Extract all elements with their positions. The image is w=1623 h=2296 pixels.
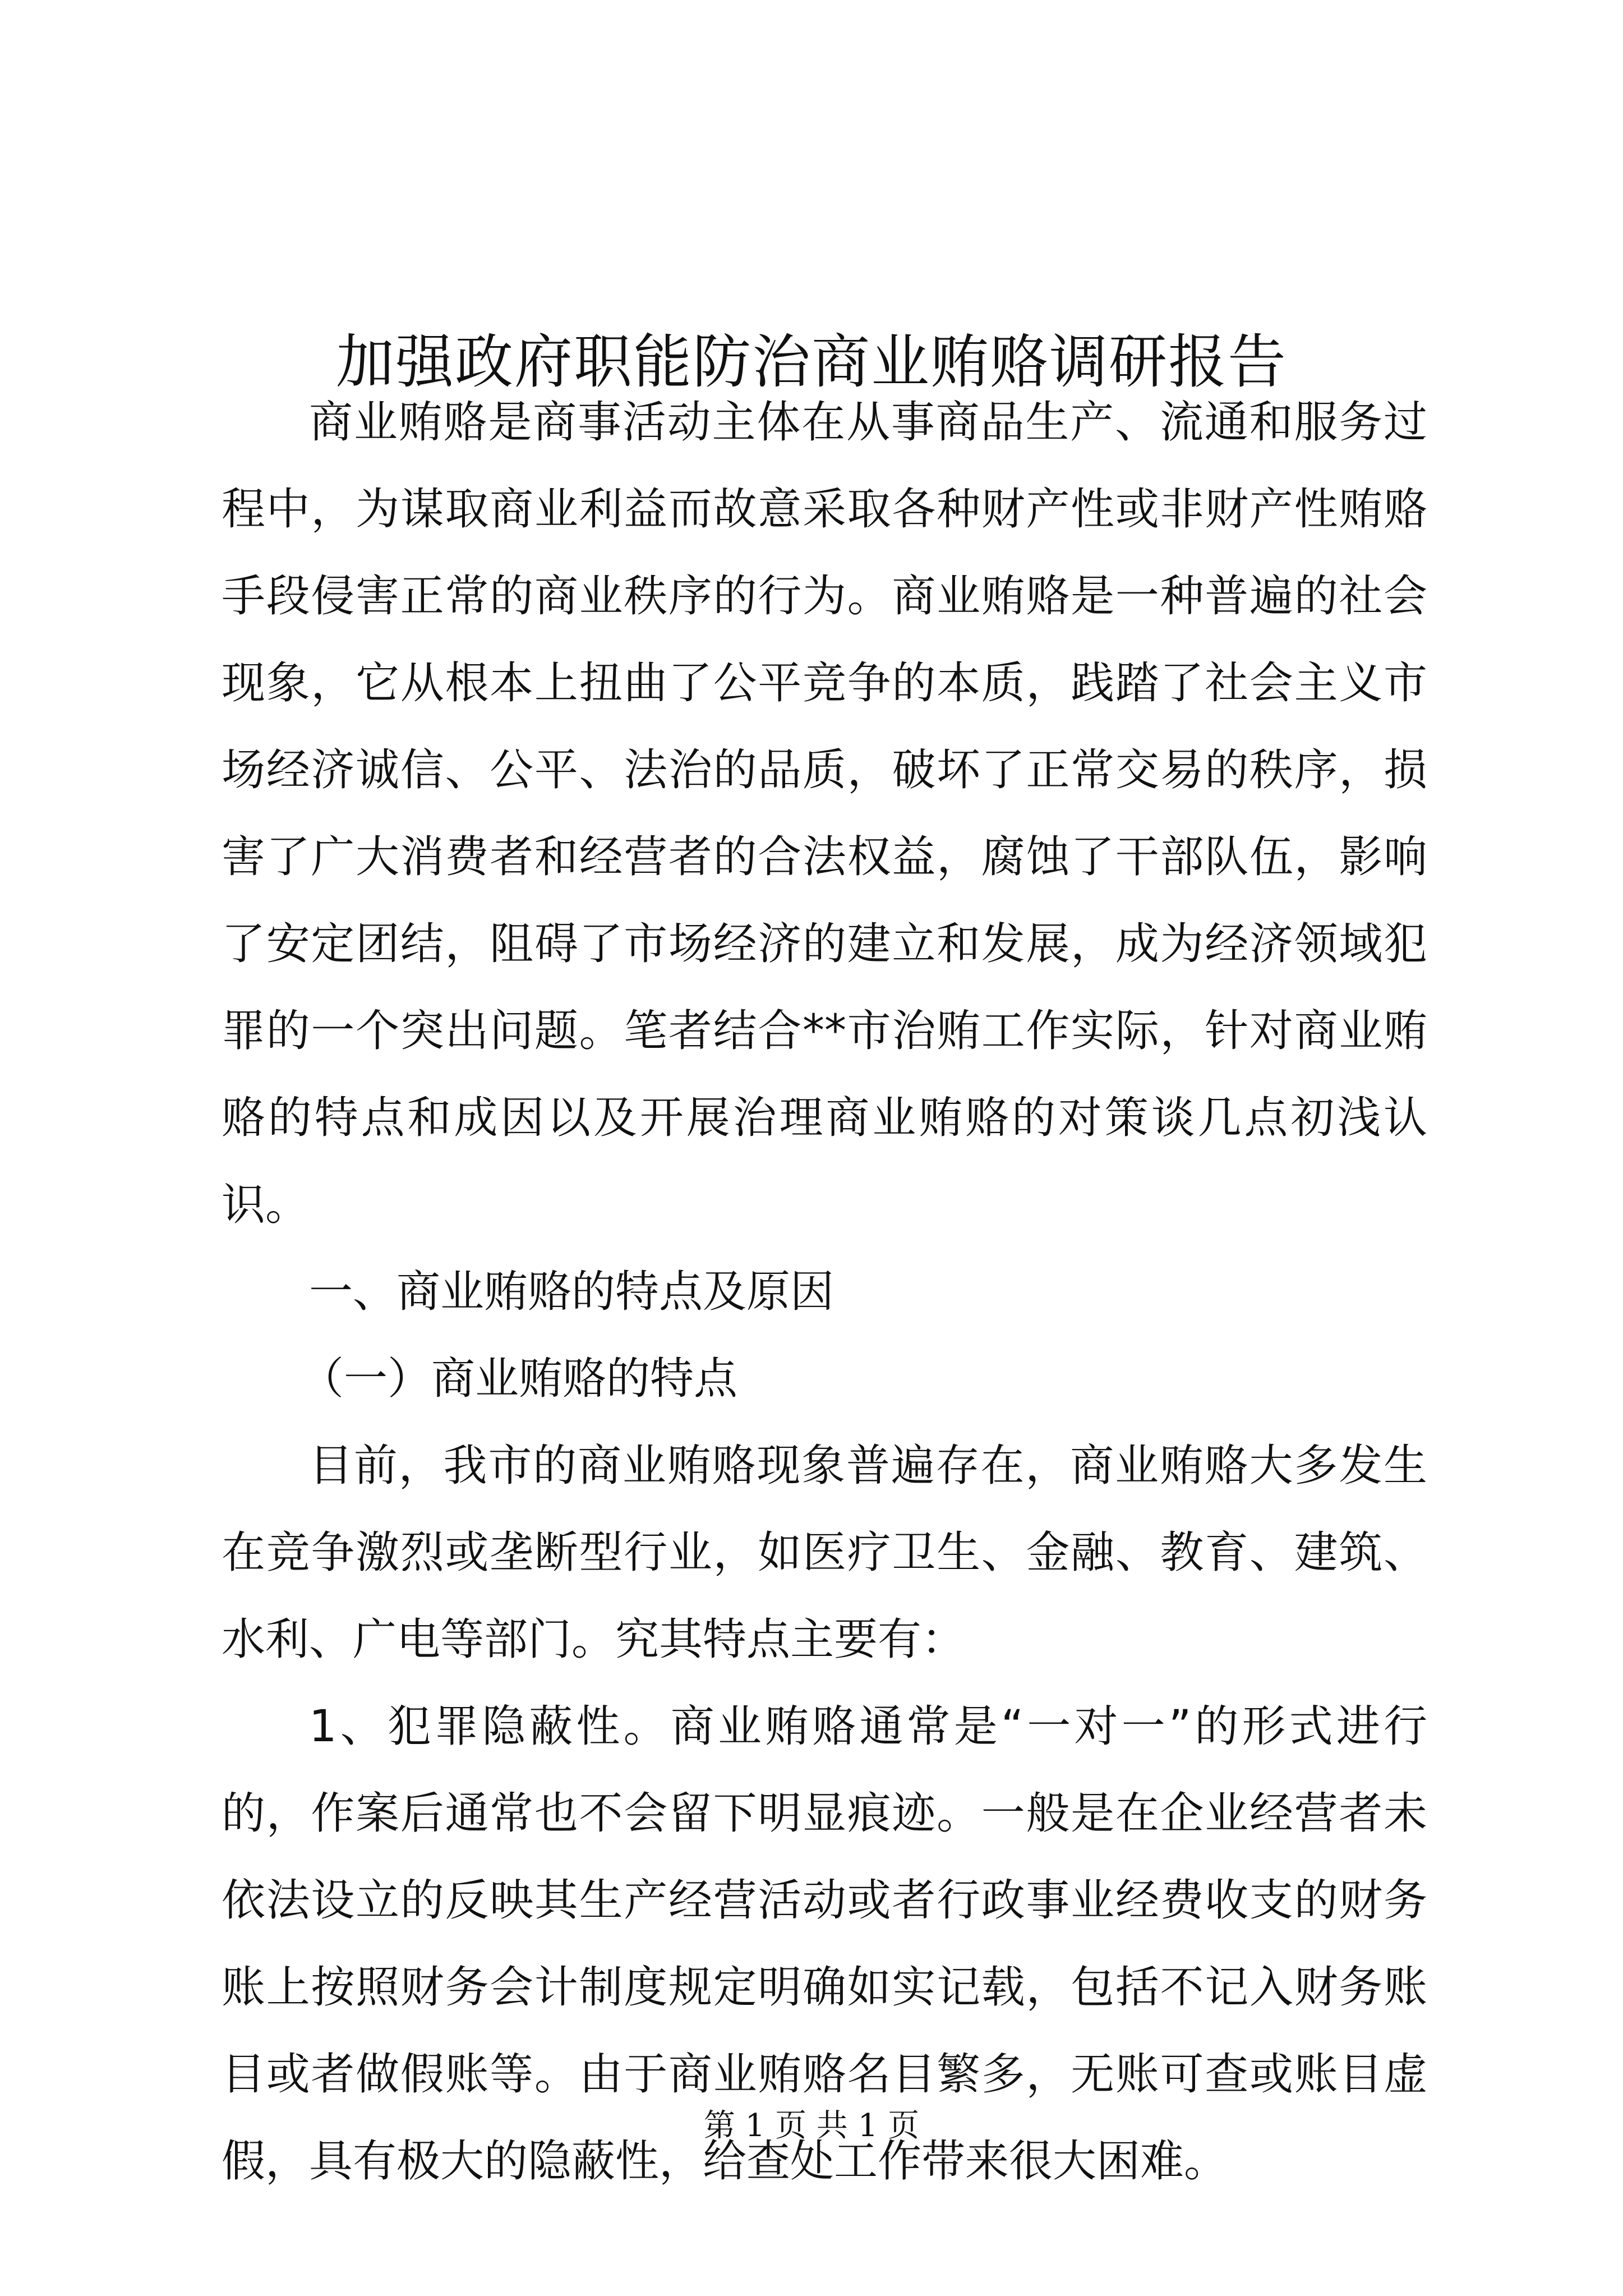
section-heading: 一、商业贿赂的特点及原因 (309, 1267, 834, 1317)
page-footer: 第 1 页 共 1 页 (703, 2108, 920, 2144)
paragraph-current-situation: 目前，我市的商业贿赂现象普遍存在，商业贿赂大多发生在竞争激烈或垄断型行业，如医疗卫生、金融、教育、建筑、水利、广电等部门。究其特点主要有： (222, 1441, 1427, 1665)
paragraph-feature-1: 1、犯罪隐蔽性。商业贿赂通常是“一对一”的形式进行的，作案后通常也不会留下明显痕迹。一般是在企业经营者未依法设立的反映其生产经营活动或者行政事业经费收支的财务账上按照财务会计制度规定明确如实记载，包括不记入财务账目或者做假账等。由于商业贿赂名目繁多，无账可查或账目虚假，具有极大的隐蔽性，给查处工作带来很大困难。 (222, 1701, 1427, 2187)
paragraph-intro: 商业贿赂是商事活动主体在从事商品生产、流通和服务过程中，为谋取商业利益而故意采取各种财产性或非财产性贿赂手段侵害正常的商业秩序的行为。商业贿赂是一种普遍的社会现象，它从根本上扭曲了公平竞争的本质，践踏了社会主义市场经济诚信、公平、法治的品质，破坏了正常交易的秩序，损害了广大消费者和经营者的合法权益，腐蚀了干部队伍，影响了安定团结，阻碍了市场经济的建立和发展，成为经济领域犯罪的一个突出问题。笔者结合**市治贿工作实际，针对商业贿赂的特点和成因以及开展治理商业贿赂的对策谈几点初浅认识。 (222, 397, 1427, 1230)
document-title: 加强政府职能防治商业贿赂调研报告 (335, 327, 1287, 396)
subsection-heading: （一）商业贿赂的特点 (300, 1354, 738, 1404)
document-body (222, 379, 1427, 2205)
